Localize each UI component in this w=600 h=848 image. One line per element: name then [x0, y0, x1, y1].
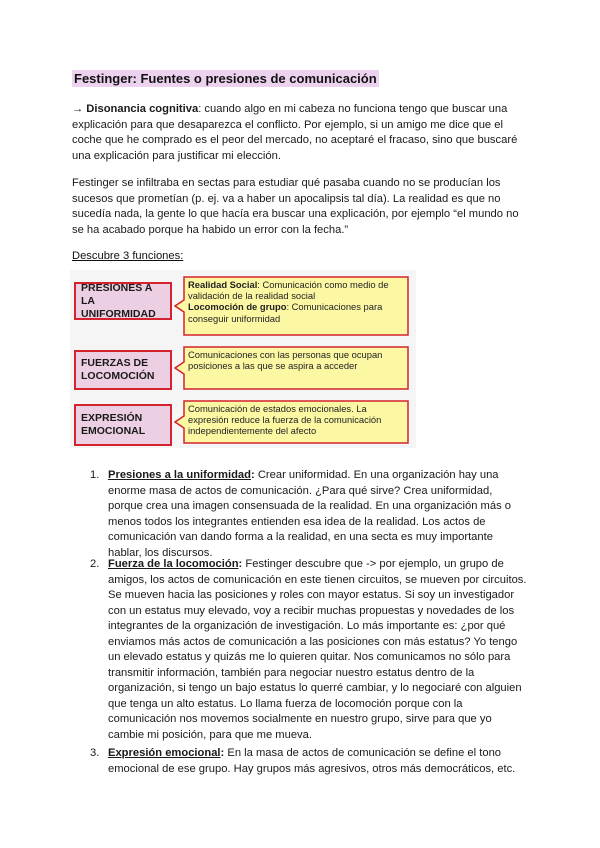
paragraph-sects: Festinger se infiltraba en sectas para estudiar qué pasaba cuando no se producían los sucesos que prometían (p. ej. va a haber un apocalipsis tal día). La realidad es que no sucedía nada, la gente lo que hacía era buscar una explicación, por ejemplo “el mundo no se ha acabado porque ha habido un error con la fecha.” [72, 177, 519, 236]
diagram-callout-uniformidad [174, 276, 410, 336]
list-item-text [108, 746, 528, 777]
document-title: Festinger: Fuentes o presiones de comunicación [74, 71, 377, 86]
functions-diagram [70, 270, 416, 448]
list-body: Crear uniformidad. En una organización hay una enorme masa de actos de comunicación. ¿Para qué sirve? Crea uniformidad, porque crea una imagen consensuada de la realidad. En una organización más o menos todos los integrantes entienden esa idea de la realidad. Los actos de comunicación van dando forma a la realidad, en una secta es muy importante hablar, los discursos. [108, 469, 512, 559]
intro-paragraph [72, 102, 532, 164]
callout-text-realidad: : Comunicación como medio de validación de la realidad social [188, 279, 389, 302]
diagram-label-uniformidad: PRESIONES A LA UNIFORMIDAD [74, 282, 172, 320]
list-colon: : [238, 558, 243, 570]
list-colon: : [220, 747, 225, 759]
list-term: Presiones a la uniformidad [108, 469, 251, 481]
list-item-text [108, 557, 528, 743]
list-colon: : [251, 469, 255, 481]
diagram-label-expresion: EXPRESIÓN EMOCIONAL [74, 404, 172, 446]
diagram-callout-locomocion [174, 346, 410, 390]
list-number: 1. [90, 469, 100, 481]
callout-text: Comunicaciones con las personas que ocupan posiciones a las que se aspira a acceder [188, 349, 383, 372]
list-item-text [108, 468, 528, 561]
list-number: 3. [90, 747, 100, 759]
diagram-callout-expresion [174, 400, 410, 444]
callout-text-locomocion: : Comunicaciones para conseguir uniformidad [188, 301, 383, 324]
list-number: 2. [90, 558, 100, 570]
intro-term: Disonancia cognitiva [86, 103, 199, 115]
diagram-label-locomocion: FUERZAS DE LOCOMOCIÓN [74, 350, 172, 390]
subheading: Descubre 3 funciones: [72, 250, 184, 262]
list-term: Fuerza de la locomoción [108, 558, 239, 570]
callout-text: Comunicación de estados emocionales. La expresión reduce la fuerza de la comunicación independientemente del afecto [188, 403, 382, 437]
intro-text: : cuando algo en mi cabeza no funciona tengo que buscar una explicación para que desaparezca el conflicto. Por ejemplo, si un amigo me dice que el coche que he comprado es el peor del mercado, no aceptaré el fracaso, sino que buscaré una explicación para justificar mi elección. [72, 103, 518, 162]
list-body: Festinger descubre que -> por ejemplo, un grupo de amigos, los actos de comunicación en este tienen circuitos, se mueven por circuitos. Se mueven hacia las posiciones y roles con mayor estatus. Si soy un investigador con un estatus muy elevado, voy a recibir muchas propuestas y novedades de los integrantes de la organización de investigación. Lo más importante es: ¿por qué enviamos más actos de comunicación a las posiciones con más estatus? Yo tengo un elevado estatus y quizás me lo quieren quitar. Nos comunicamos no sólo para transmitir información, también para negociar nuestro estatus dentro de la organización, si tengo un bajo estatus lo querré cambiar, y lo negociaré con alguien que tenga un alto estatus. Lo llama fuerza de locomoción porque con la comunicación nos movemos socialmente en nuestro grupo, sirve para que yo cambie mi posición, para que me mueva. [108, 558, 527, 741]
callout-bold-realidad: Realidad Social [188, 279, 258, 290]
list-body: En la masa de actos de comunicación se define el tono emocional de ese grupo. Hay grupos más agresivos, otros más democráticos, etc. [108, 747, 516, 775]
callout-bold-locomocion: Locomoción de grupo [188, 301, 287, 313]
arrow-glyph: → [72, 103, 87, 115]
list-term: Expresión emocional [108, 747, 221, 759]
callout-text [188, 279, 406, 324]
